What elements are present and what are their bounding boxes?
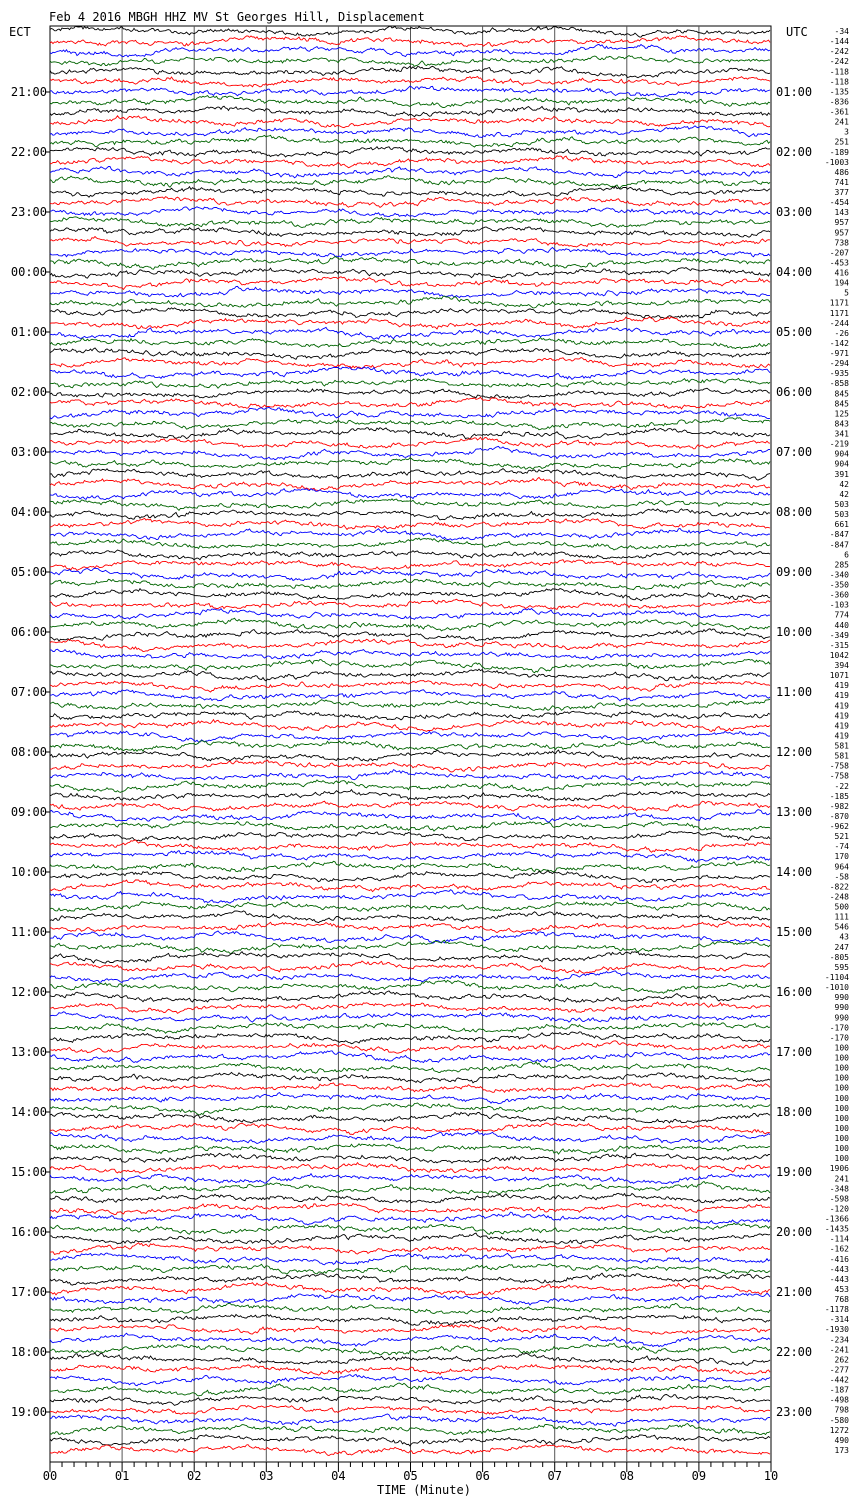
trace-offset-label: 503 xyxy=(834,500,849,509)
trace-offset-label: -120 xyxy=(829,1204,849,1214)
left-hour-label: 22:00 xyxy=(10,145,47,159)
trace-offset-label: 741 xyxy=(834,177,849,187)
left-hour-label: 12:00 xyxy=(10,985,47,999)
trace-offset-label: -207 xyxy=(829,248,849,258)
left-hour-label: 14:00 xyxy=(10,1105,47,1119)
trace-offset-label: -971 xyxy=(829,349,849,359)
right-hour-label: 08:00 xyxy=(776,505,813,519)
right-hour-label: 06:00 xyxy=(776,385,813,399)
trace-offset-label: -847 xyxy=(829,530,849,540)
x-tick-label: 09 xyxy=(691,1469,707,1483)
right-hour-label: 01:00 xyxy=(776,85,813,99)
trace-offset-label: 661 xyxy=(834,520,849,530)
right-hour-label: 02:00 xyxy=(776,145,813,159)
trace-offset-label: -1003 xyxy=(824,157,849,167)
trace-offset-label: -189 xyxy=(829,147,849,157)
trace-offset-label: 100 xyxy=(834,1043,849,1053)
trace-offset-label: 341 xyxy=(834,429,849,439)
trace-offset-label: -1178 xyxy=(824,1305,849,1315)
trace-offset-label: 416 xyxy=(834,268,849,278)
trace-offset-label: -1930 xyxy=(824,1325,849,1335)
trace-offset-label: -314 xyxy=(829,1315,849,1325)
left-hour-label: 05:00 xyxy=(10,565,47,579)
trace-offset-labels xyxy=(825,27,849,1455)
trace-offset-label: -758 xyxy=(829,761,849,771)
trace-offset-label: 125 xyxy=(834,409,849,419)
trace-offset-label: 957 xyxy=(834,218,849,228)
trace-offset-label: 843 xyxy=(834,419,849,429)
trace-offset-label: 1042 xyxy=(829,650,849,660)
trace-offset-label: 419 xyxy=(834,711,849,721)
trace-offset-label: 100 xyxy=(834,1053,849,1063)
trace-offset-label: -1104 xyxy=(824,973,849,982)
right-hour-label: 09:00 xyxy=(776,565,813,579)
right-hour-label: 12:00 xyxy=(776,745,813,759)
trace-offset-label: 100 xyxy=(834,1063,849,1073)
x-tick-label: 05 xyxy=(403,1469,418,1483)
trace-offset-label: -58 xyxy=(834,872,849,882)
trace-offset-label: -277 xyxy=(829,1365,849,1375)
trace-offset-label: -144 xyxy=(829,37,849,47)
trace-offset-label: 904 xyxy=(834,449,849,459)
left-hour-label: 19:00 xyxy=(10,1405,47,1419)
trace-offset-label: -498 xyxy=(829,1395,849,1405)
left-hour-label: 08:00 xyxy=(10,745,47,759)
trace-offset-label: 394 xyxy=(834,661,849,671)
trace-offset-label: 419 xyxy=(834,701,849,711)
left-hour-label: 04:00 xyxy=(10,505,47,519)
left-hour-label: 13:00 xyxy=(10,1045,47,1059)
trace-offset-label: 581 xyxy=(834,751,849,761)
trace-offset-label: -118 xyxy=(829,77,849,87)
x-axis xyxy=(43,1462,778,1483)
trace-offset-label: 486 xyxy=(834,167,849,177)
trace-offset-label: -360 xyxy=(829,590,849,600)
trace-offset-label: 262 xyxy=(834,1355,849,1365)
trace-offset-label: -242 xyxy=(829,57,849,67)
trace-offset-label: -350 xyxy=(829,580,849,590)
x-tick-label: 03 xyxy=(259,1469,274,1483)
trace-offset-label: -935 xyxy=(829,369,849,379)
trace-offset-label: 419 xyxy=(834,731,849,741)
trace-offset-label: 285 xyxy=(834,560,849,570)
trace-offset-label: -114 xyxy=(829,1234,849,1244)
left-hour-labels xyxy=(11,85,50,1419)
trace-offset-label: -361 xyxy=(829,107,849,117)
trace-offset-label: -453 xyxy=(829,258,849,268)
x-tick-label: 07 xyxy=(547,1469,562,1483)
trace-offset-label: -580 xyxy=(829,1415,849,1425)
trace-offset-label: -135 xyxy=(829,87,849,97)
trace-offset-label: -962 xyxy=(829,822,849,832)
trace-offset-label: 964 xyxy=(834,862,849,872)
left-hour-label: 16:00 xyxy=(10,1225,47,1239)
trace-offset-label: 100 xyxy=(834,1154,849,1164)
trace-offset-label: -982 xyxy=(829,801,849,811)
trace-offset-label: -340 xyxy=(829,570,849,580)
trace-offset-label: -219 xyxy=(829,439,849,449)
trace-offset-label: -244 xyxy=(829,318,849,328)
trace-offset-label: 42 xyxy=(839,489,849,499)
trace-offset-label: -185 xyxy=(829,791,849,801)
trace-offset-label: 738 xyxy=(834,238,849,248)
trace-offset-label: 251 xyxy=(834,137,849,147)
trace-offset-label: -315 xyxy=(829,640,849,650)
trace-offset-label: 546 xyxy=(834,922,849,932)
left-hour-label: 06:00 xyxy=(10,625,47,639)
trace-offset-label: 490 xyxy=(834,1435,849,1445)
trace-offset-label: 845 xyxy=(834,389,849,399)
x-tick-label: 08 xyxy=(619,1469,635,1483)
left-hour-label: 02:00 xyxy=(10,385,47,399)
trace-offset-label: -847 xyxy=(829,540,849,550)
left-hour-label: 09:00 xyxy=(10,805,47,819)
trace-offset-label: 173 xyxy=(834,1446,849,1455)
trace-offset-label: -598 xyxy=(829,1194,849,1204)
trace-offset-label: -822 xyxy=(829,882,849,892)
trace-offset-label: -103 xyxy=(829,600,849,610)
trace-offset-label: 595 xyxy=(834,962,849,972)
trace-offset-label: -805 xyxy=(829,952,849,962)
trace-offset-label: -294 xyxy=(829,359,849,369)
trace-offset-label: 1071 xyxy=(829,671,849,681)
trace-offset-label: -416 xyxy=(829,1254,849,1264)
trace-offset-label: 170 xyxy=(834,852,849,862)
trace-offset-label: 100 xyxy=(834,1123,849,1133)
right-hour-label: 17:00 xyxy=(776,1045,813,1059)
trace-offset-label: 100 xyxy=(834,1144,849,1154)
trace-offset-label: -22 xyxy=(834,781,849,791)
trace-offset-label: -234 xyxy=(829,1335,849,1345)
right-hour-label: 04:00 xyxy=(776,265,813,279)
trace-offset-label: 247 xyxy=(834,942,849,952)
trace-offset-label: 990 xyxy=(834,1013,849,1023)
trace-offset-label: -142 xyxy=(829,338,849,348)
x-tick-label: 00 xyxy=(42,1469,58,1483)
trace-offset-label: 111 xyxy=(834,912,849,922)
right-hour-label: 18:00 xyxy=(776,1105,813,1119)
right-hour-label: 19:00 xyxy=(776,1165,813,1179)
right-hour-label: 15:00 xyxy=(776,925,813,939)
trace-offset-label: 1272 xyxy=(829,1425,849,1435)
trace-offset-label: -170 xyxy=(829,1033,849,1043)
trace-offset-label: 6 xyxy=(844,550,849,560)
trace-offset-label: 904 xyxy=(834,459,849,469)
trace-offset-label: 43 xyxy=(839,932,849,942)
trace-offset-label: 1171 xyxy=(829,308,849,318)
trace-offset-label: -1366 xyxy=(824,1214,849,1224)
right-hour-label: 07:00 xyxy=(776,445,813,459)
trace-offset-label: -74 xyxy=(834,842,849,852)
right-hour-label: 20:00 xyxy=(776,1225,813,1239)
trace-offset-label: 241 xyxy=(834,1174,849,1184)
trace-offset-label: 774 xyxy=(834,610,849,620)
right-timezone-label: UTC xyxy=(786,25,808,39)
trace-offset-label: 521 xyxy=(834,832,849,842)
trace-offset-label: -870 xyxy=(829,811,849,821)
trace-offset-label: 990 xyxy=(834,1003,849,1013)
left-hour-label: 17:00 xyxy=(10,1285,47,1299)
trace-offset-label: -443 xyxy=(829,1274,849,1284)
trace-offset-label: 453 xyxy=(834,1284,849,1294)
trace-offset-label: 798 xyxy=(834,1405,849,1415)
trace-offset-label: -349 xyxy=(829,630,849,640)
trace-offset-label: 419 xyxy=(834,691,849,701)
left-hour-label: 23:00 xyxy=(10,205,47,219)
trace-offset-label: 419 xyxy=(834,721,849,731)
trace-offset-label: -170 xyxy=(829,1023,849,1033)
trace-offset-label: -836 xyxy=(829,97,849,107)
chart-title: Feb 4 2016 MBGH HHZ MV St Georges Hill, Displacement xyxy=(49,10,425,24)
left-hour-label: 01:00 xyxy=(10,325,47,339)
trace-offset-label: -242 xyxy=(829,47,849,57)
trace-offset-label: -248 xyxy=(829,892,849,902)
trace-offset-label: -348 xyxy=(829,1184,849,1194)
trace-offset-label: 100 xyxy=(834,1113,849,1123)
right-hour-label: 23:00 xyxy=(776,1405,813,1419)
trace-offset-label: 1906 xyxy=(829,1164,849,1174)
trace-offset-label: -454 xyxy=(829,198,849,208)
right-hour-label: 14:00 xyxy=(776,865,813,879)
trace-offset-label: 768 xyxy=(834,1295,849,1305)
left-hour-label: 00:00 xyxy=(10,265,47,279)
right-hour-label: 21:00 xyxy=(776,1285,813,1299)
trace-offset-label: 581 xyxy=(834,741,849,751)
x-tick-label: 02 xyxy=(186,1469,202,1483)
trace-offset-label: 100 xyxy=(834,1103,849,1113)
trace-offset-label: -758 xyxy=(829,771,849,781)
trace-offset-label: 194 xyxy=(834,278,849,288)
trace-offset-label: 100 xyxy=(834,1083,849,1093)
left-hour-label: 03:00 xyxy=(10,445,47,459)
left-hour-label: 21:00 xyxy=(10,85,47,99)
right-hour-label: 10:00 xyxy=(776,625,813,639)
trace-offset-label: 990 xyxy=(834,993,849,1003)
x-tick-label: 01 xyxy=(114,1469,130,1483)
left-hour-label: 07:00 xyxy=(10,685,47,699)
trace-offset-label: 143 xyxy=(834,208,849,218)
trace-offset-label: 440 xyxy=(834,620,849,630)
left-hour-label: 18:00 xyxy=(10,1345,47,1359)
trace-offset-label: -442 xyxy=(829,1375,849,1385)
trace-offset-label: 3 xyxy=(844,127,849,137)
trace-offset-label: -241 xyxy=(829,1345,849,1355)
trace-offset-label: 419 xyxy=(834,681,849,691)
trace-offset-label: -34 xyxy=(834,27,849,36)
trace-offset-label: 503 xyxy=(834,510,849,520)
trace-offset-label: -118 xyxy=(829,67,849,77)
right-hour-label: 11:00 xyxy=(776,685,813,699)
trace-offset-label: -858 xyxy=(829,379,849,389)
left-timezone-label: ECT xyxy=(9,25,31,39)
left-hour-label: 11:00 xyxy=(10,925,47,939)
x-axis-label: TIME (Minute) xyxy=(377,1483,471,1497)
trace-offset-label: 42 xyxy=(839,479,849,489)
x-tick-label: 06 xyxy=(475,1469,490,1483)
trace-offset-label: 5 xyxy=(844,288,849,298)
trace-offset-label: -1010 xyxy=(824,983,849,993)
right-hour-label: 05:00 xyxy=(776,325,813,339)
right-hour-label: 22:00 xyxy=(776,1345,813,1359)
trace-offset-label: 957 xyxy=(834,228,849,238)
trace-offset-label: 845 xyxy=(834,399,849,409)
trace-offset-label: 391 xyxy=(834,469,849,479)
right-hour-labels xyxy=(776,85,812,1419)
right-hour-label: 13:00 xyxy=(776,805,813,819)
trace-offset-label: 100 xyxy=(834,1093,849,1103)
trace-offset-label: 100 xyxy=(834,1073,849,1083)
trace-offset-label: -1435 xyxy=(824,1224,849,1234)
trace-offset-label: 100 xyxy=(834,1134,849,1144)
trace-offset-label: 377 xyxy=(834,188,849,198)
trace-offset-label: 500 xyxy=(834,902,849,912)
x-tick-label: 10 xyxy=(763,1469,779,1483)
right-hour-label: 03:00 xyxy=(776,205,813,219)
trace-offset-label: -187 xyxy=(829,1385,849,1395)
left-hour-label: 15:00 xyxy=(10,1165,47,1179)
trace-offset-label: -26 xyxy=(834,328,849,338)
trace-offset-label: 241 xyxy=(834,117,849,127)
trace-offset-label: -162 xyxy=(829,1244,849,1254)
x-tick-label: 04 xyxy=(331,1469,346,1483)
right-hour-label: 16:00 xyxy=(776,985,813,999)
trace-offset-label: 1171 xyxy=(829,298,849,308)
trace-offset-label: -443 xyxy=(829,1264,849,1274)
left-hour-label: 10:00 xyxy=(10,865,47,879)
